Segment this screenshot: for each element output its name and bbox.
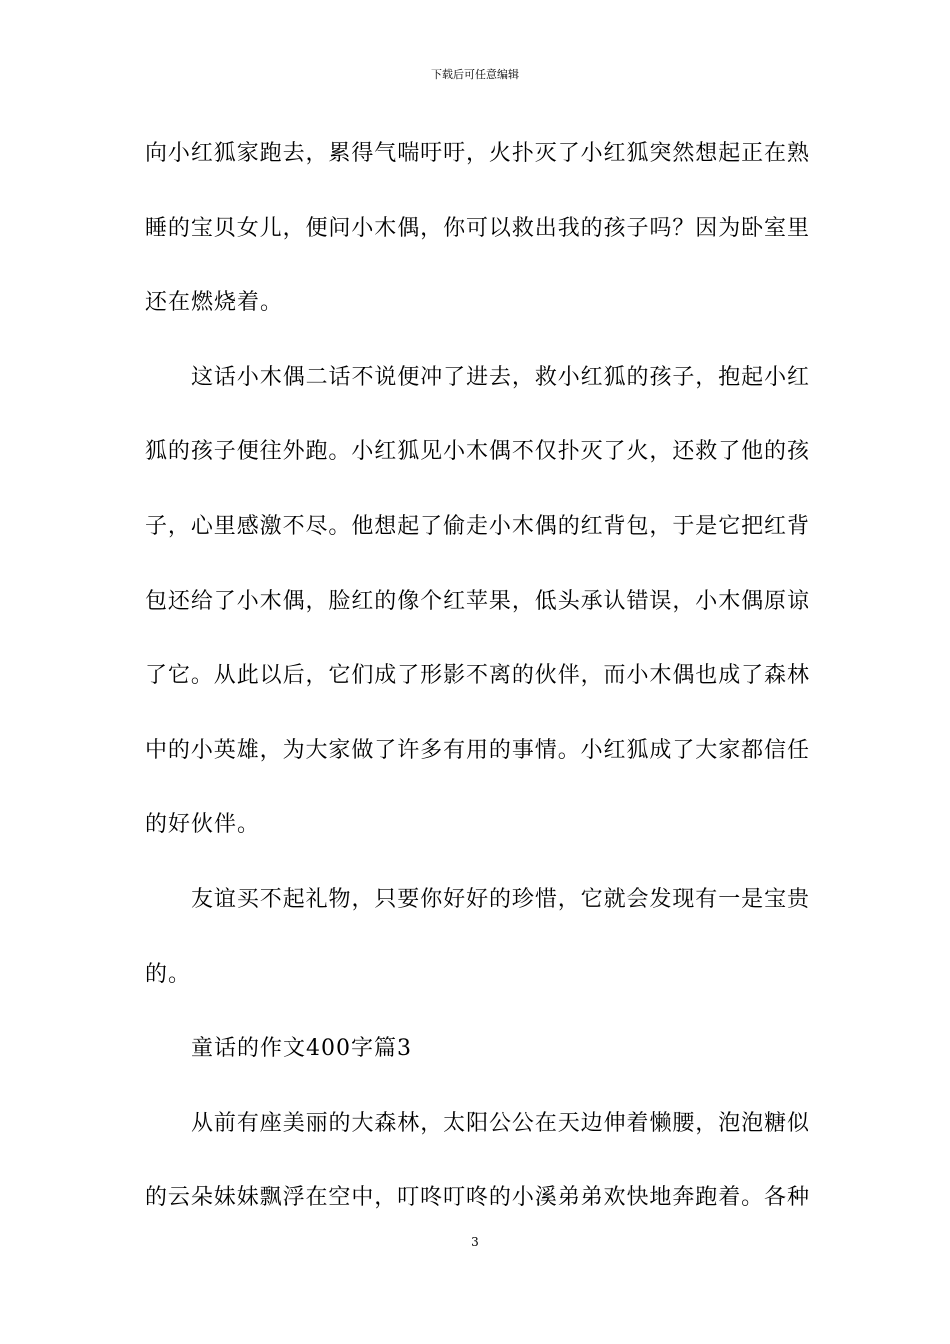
page-number: 3 [471,1235,479,1249]
text-line: 这话小木偶二话不说便冲了进去，救小红狐的孩子，抱起小红 [191,364,809,390]
page-header: 下载后可任意编辑 [431,68,519,81]
text-line: 中的小英雄，为大家做了许多有用的事情。小红狐成了大家都信任 [145,737,809,763]
text-line: 了它。从此以后，它们成了形影不离的伙伴，而小木偶也成了森林 [145,663,809,689]
text-line: 还在燃烧着。 [145,290,284,316]
text-line: 从前有座美丽的大森林，太阳公公在天边伸着懒腰，泡泡糖似 [191,1110,809,1136]
text-line: 的好伙伴。 [145,812,261,838]
text-line: 的。 [145,961,192,987]
text-line: 友谊买不起礼物，只要你好好的珍惜，它就会发现有一是宝贵 [191,886,809,912]
section-heading: 童话的作文400字篇3 [191,1036,412,1062]
text-line: 睡的宝贝女儿，便问小木偶，你可以救出我的孩子吗？因为卧室里 [145,215,809,241]
text-line: 狐的孩子便往外跑。小红狐见小木偶不仅扑灭了火，还救了他的孩 [145,439,809,465]
document-body [145,126,809,1245]
text-line: 的云朵妹妹飘浮在空中，叮咚叮咚的小溪弟弟欢快地奔跑着。各种 [145,1185,809,1211]
text-line: 向小红狐家跑去，累得气喘吁吁，火扑灭了小红狐突然想起正在熟 [145,141,809,166]
text-line: 包还给了小木偶，脸红的像个红苹果，低头承认错误，小木偶原谅 [145,588,809,614]
text-line: 子，心里感激不尽。他想起了偷走小木偶的红背包，于是它把红背 [145,513,809,539]
